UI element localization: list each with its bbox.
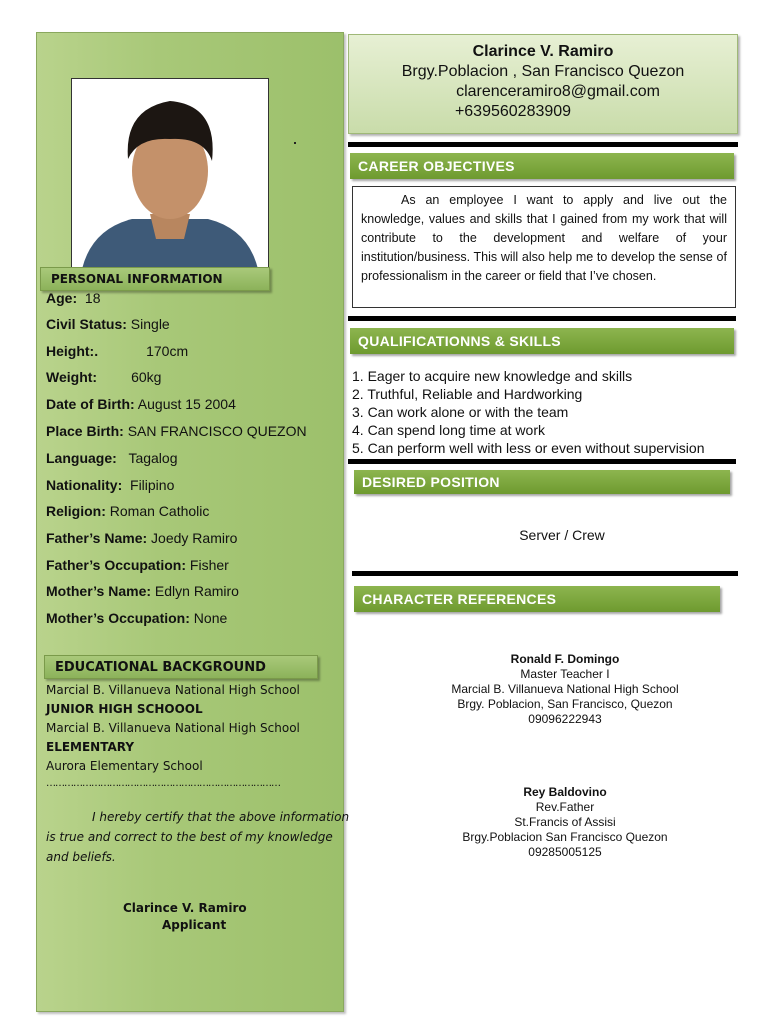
career-objective-text: As an employee I want to apply and live out the knowledge, values and skills that I gained from my work that will contribute to the development and welfare of your institution/business. This will also help me to develop the sense of professionalism in the career or field that I’ve chosen. (352, 186, 736, 308)
education-banner: EDUCATIONAL BACKGROUND (44, 655, 318, 679)
info-age: Age: 18 (46, 290, 101, 306)
edu-line-4: ELEMENTARY (46, 740, 135, 754)
info-mother-name: Mother’s Name: Edlyn Ramiro (46, 583, 239, 599)
reference-title: Rev.Father (535, 800, 595, 814)
applicant-name: Clarince V. Ramiro (472, 43, 614, 60)
certify-line-1: I hereby certify that the above information (92, 810, 350, 824)
info-father-name: Father’s Name: Joedy Ramiro (46, 530, 238, 546)
applicant-address: Brgy.Poblacion , San Francisco Quezon (401, 63, 685, 80)
reference-name: Rey Baldovino (523, 785, 607, 799)
info-dob: Date of Birth: August 15 2004 (46, 396, 236, 412)
signer-role: Applicant (162, 918, 227, 932)
certify-line-3: and beliefs. (46, 850, 116, 864)
info-mother-occupation: Mother’s Occupation: None (46, 610, 228, 626)
skill-item-2: 2. Truthful, Reliable and Hardworking (352, 386, 583, 402)
stray-dot (294, 142, 296, 144)
edu-line-2: JUNIOR HIGH SCHOOOL (46, 702, 203, 716)
applicant-email: clarenceramiro8@gmail.com (456, 83, 660, 100)
skill-item-5: 5. Can perform well with less or even without supervision (352, 440, 705, 456)
info-civil-status: Civil Status: Single (46, 316, 170, 332)
info-father-occupation: Father’s Occupation: Fisher (46, 557, 229, 573)
reference-org: St.Francis of Assisi (514, 815, 616, 829)
reference-title: Master Teacher I (520, 667, 610, 681)
divider-rule (352, 571, 738, 576)
personal-info-banner: PERSONAL INFORMATION (40, 267, 270, 291)
signer-name: Clarince V. Ramiro (123, 901, 247, 915)
applicant-phone: +639560283909 (454, 103, 572, 120)
divider-rule (348, 316, 736, 321)
profile-photo (71, 78, 269, 270)
desired-position-banner: DESIRED POSITION (354, 470, 730, 494)
info-religion: Religion: Roman Catholic (46, 503, 210, 519)
career-objectives-banner: CAREER OBJECTIVES (350, 153, 734, 179)
info-height: Height:. 170cm (46, 343, 189, 359)
divider-rule (348, 459, 736, 464)
reference-phone: 09285005125 (528, 845, 602, 859)
divider-rule (348, 142, 738, 147)
info-nationality: Nationality: Filipino (46, 477, 175, 493)
certify-line-2: is true and correct to the best of my knowledge (46, 830, 333, 844)
info-place-birth: Place Birth: SAN FRANCISCO QUEZON (46, 423, 307, 439)
info-weight: Weight: 60kg (46, 369, 162, 385)
reference-phone: 09096222943 (528, 712, 602, 726)
reference-entry-2 (352, 785, 768, 860)
character-references-banner: CHARACTER REFERENCES (354, 586, 720, 612)
skills-banner: QUALIFICATIONNS & SKILLS (350, 328, 734, 354)
skill-item-3: 3. Can work alone or with the team (352, 404, 569, 420)
reference-org: Marcial B. Villanueva National High School (451, 682, 679, 696)
reference-name: Ronald F. Domingo (510, 652, 620, 666)
edu-line-1: Marcial B. Villanueva National High School (46, 683, 300, 697)
info-language: Language: Tagalog (46, 450, 178, 466)
edu-line-3: Marcial B. Villanueva National High School (46, 721, 300, 735)
contact-header (348, 34, 738, 134)
reference-entry-1 (352, 652, 768, 727)
skill-item-1: 1. Eager to acquire new knowledge and skills (352, 368, 633, 384)
desired-position-value: Server / Crew (519, 527, 605, 543)
skill-item-4: 4. Can spend long time at work (352, 422, 545, 438)
edu-separator: …………………………………………………………………… (46, 778, 280, 789)
edu-line-5: Aurora Elementary School (46, 759, 203, 773)
reference-address: Brgy. Poblacion, San Francisco, Quezon (457, 697, 673, 711)
reference-address: Brgy.Poblacion San Francisco Quezon (462, 830, 668, 844)
